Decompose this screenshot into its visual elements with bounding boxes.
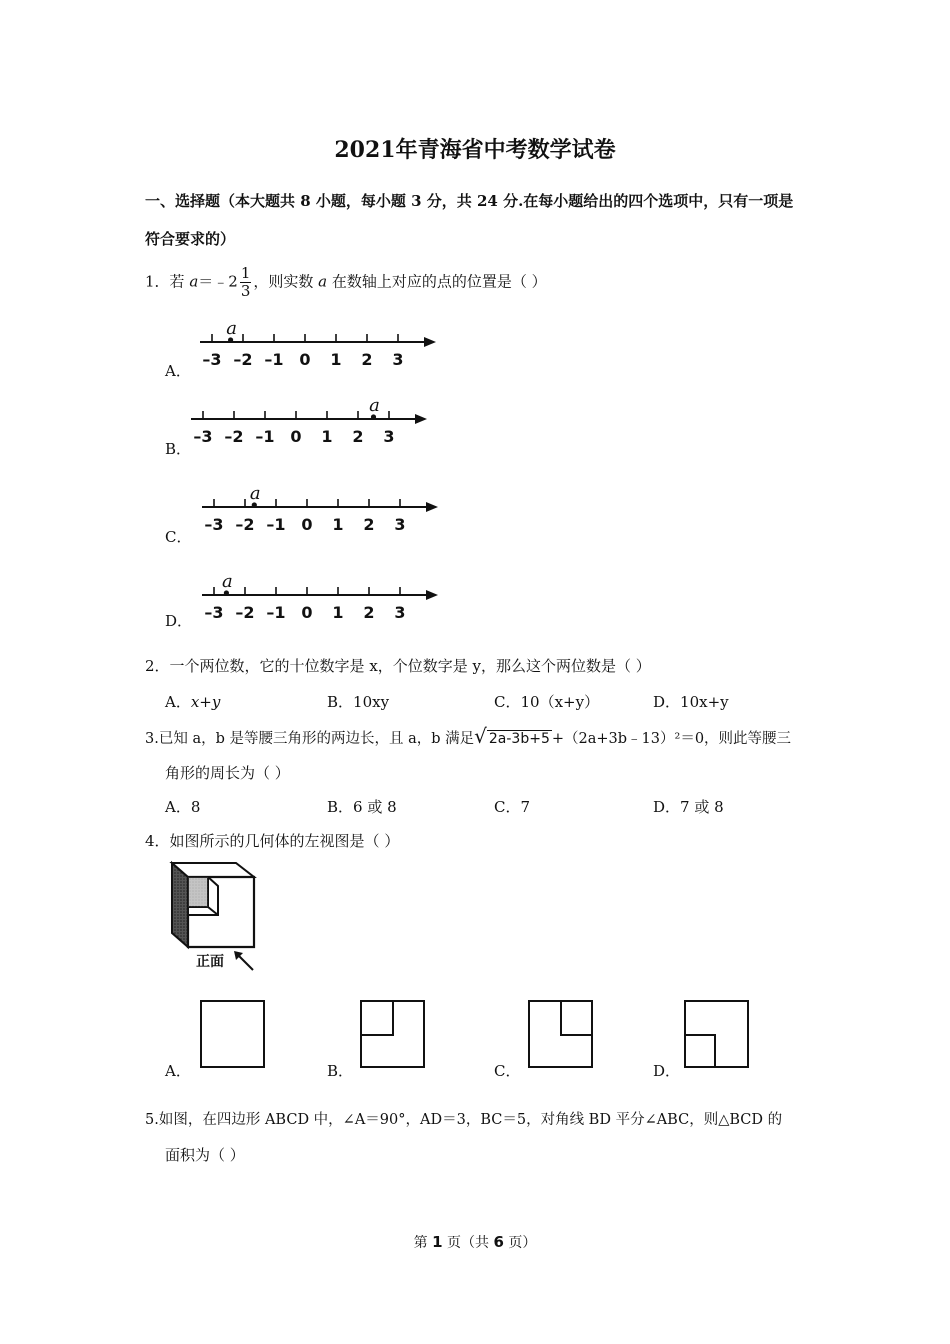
q3-option-a[interactable] xyxy=(165,796,200,817)
number-line-tick-label: 3 xyxy=(394,603,406,622)
q4-option-d-label[interactable]: D． xyxy=(653,1062,681,1080)
number-line-tick-label: –1 xyxy=(266,515,286,534)
question-3-line2: 角形的周长为（ ） xyxy=(165,764,290,782)
q2-option-b-value: 10xy xyxy=(353,693,390,711)
fraction-numerator: 1 xyxy=(240,264,251,282)
number-line-tick-label: 2 xyxy=(352,427,364,446)
q3-option-a-value: 8 xyxy=(190,798,201,816)
q4-option-b-label[interactable]: B． xyxy=(327,1062,354,1080)
question-1 xyxy=(145,265,547,300)
number-line-arrow xyxy=(426,502,438,512)
number-line-tick-label: 1 xyxy=(321,427,333,446)
view-b-inner xyxy=(361,1001,393,1035)
q4-option-c-label[interactable]: C． xyxy=(494,1062,521,1080)
q3-option-b[interactable] xyxy=(327,796,397,817)
sqrt-symbol: √ xyxy=(474,724,487,748)
number-line-point-label: a xyxy=(369,395,380,416)
number-line-tick-label: –3 xyxy=(204,515,224,534)
figure-notch-shade xyxy=(188,877,208,907)
q2-option-a-value: x+y xyxy=(190,693,221,711)
number-line-arrow xyxy=(424,337,436,347)
number-line-tick-label: 0 xyxy=(299,350,311,369)
q1-option-b-number-line xyxy=(185,396,435,456)
q3-option-a-label: A． xyxy=(165,798,191,816)
number-line-tick-label: 2 xyxy=(363,515,375,534)
question-2-text: 一个两位数，它的十位数字是 x，个位数字是 y，那么这个两位数是（ ） xyxy=(169,657,651,675)
number-line-tick-label: 1 xyxy=(332,515,344,534)
question-1-fraction xyxy=(240,265,252,300)
view-c-inner xyxy=(561,1001,592,1035)
number-line-tick-label: –1 xyxy=(264,350,284,369)
number-line-tick-label: 2 xyxy=(361,350,373,369)
question-1-text-pre: 若 xyxy=(169,272,190,291)
q4-option-a-label[interactable]: A． xyxy=(165,1062,191,1080)
footer-post: 页） xyxy=(503,1235,537,1251)
question-5-number: 5. xyxy=(145,1112,159,1128)
number-line-tick-label: –2 xyxy=(235,515,255,534)
q1-option-d-number-line xyxy=(190,568,440,628)
q3-option-b-label: B． xyxy=(327,798,354,816)
q3-option-d-label: D． xyxy=(653,798,681,816)
question-3-text-pre: 已知 a，b 是等腰三角形的两边长，且 a，b 满足 xyxy=(158,731,475,747)
section-heading-line1: 一、选择题（本大题共 8 小题，每小题 3 分，共 24 分.在每小题给出的四个选项中，只有一项是 xyxy=(145,192,794,210)
number-line-tick-label: 3 xyxy=(392,350,404,369)
q2-option-d-label: D． xyxy=(653,693,681,711)
number-line-point-label: a xyxy=(226,318,237,339)
q3-option-c-label: C． xyxy=(494,798,521,816)
number-line-point-label: a xyxy=(249,483,261,504)
number-line-arrow xyxy=(426,590,438,600)
question-3-text-post: +（2a+3b﹣13）²＝0，则此等腰三 xyxy=(551,731,792,747)
question-4 xyxy=(145,830,399,851)
number-line-tick-label: 3 xyxy=(394,515,406,534)
question-1-var-2: a xyxy=(318,272,328,291)
question-1-text-post2: 在数轴上对应的点的位置是（ ） xyxy=(327,272,547,291)
question-3-sqrt: 2a-3b+5 xyxy=(488,731,550,747)
q4-option-b-view[interactable] xyxy=(360,1000,426,1070)
q2-option-a-label: A． xyxy=(165,693,191,711)
number-line-tick-label: –2 xyxy=(235,603,255,622)
question-5 xyxy=(145,1108,782,1129)
q4-option-d-view[interactable] xyxy=(684,1000,750,1070)
q3-option-b-value: 6 或 8 xyxy=(353,798,397,816)
number-line-tick-label: –2 xyxy=(224,427,244,446)
view-d-inner xyxy=(685,1035,715,1067)
q3-option-c[interactable] xyxy=(494,796,530,817)
number-line-tick-label: 3 xyxy=(383,427,395,446)
q2-option-b-label: B． xyxy=(327,693,354,711)
q1-option-a-label[interactable]: A． xyxy=(165,362,191,380)
question-5-line2: 面积为（ ） xyxy=(165,1146,245,1164)
q1-option-c-number-line xyxy=(190,482,440,542)
q1-option-d-label[interactable]: D． xyxy=(165,612,193,630)
q4-option-a-view[interactable] xyxy=(200,1000,266,1070)
question-1-var: a xyxy=(189,272,199,291)
q2-option-c[interactable] xyxy=(494,691,599,712)
q1-option-b-label[interactable]: B． xyxy=(165,440,192,458)
q2-option-c-label: C． xyxy=(494,693,521,711)
number-line-tick-label: –2 xyxy=(233,350,253,369)
question-5-line1: 如图，在四边形 ABCD 中，∠A＝90°，AD＝3，BC＝5，对角线 BD 平分∠ABC，则△BCD 的 xyxy=(158,1112,783,1128)
number-line-tick-label: 0 xyxy=(301,603,313,622)
page-footer xyxy=(0,1232,950,1252)
q2-option-a[interactable] xyxy=(165,691,220,712)
view-a-outer xyxy=(201,1001,264,1067)
q3-option-d[interactable] xyxy=(653,796,724,817)
question-2-number: 2． xyxy=(145,657,170,675)
footer-pre: 第 xyxy=(413,1235,433,1251)
number-line-tick-label: –3 xyxy=(202,350,222,369)
number-line-tick-label: –1 xyxy=(266,603,286,622)
number-line-tick-label: 1 xyxy=(332,603,344,622)
q3-option-d-value: 7 或 8 xyxy=(680,798,724,816)
number-line-tick-label: 0 xyxy=(290,427,302,446)
question-1-text-post: ，则实数 xyxy=(253,272,319,291)
footer-mid: 页（共 xyxy=(442,1235,494,1251)
question-4-text: 如图所示的几何体的左视图是（ ） xyxy=(169,832,400,850)
question-3-number: 3. xyxy=(145,731,159,747)
figure-label-front: 正面 xyxy=(196,954,224,970)
number-line-tick-label: 1 xyxy=(330,350,342,369)
figure-top-face xyxy=(172,863,254,877)
number-line-tick-label: 0 xyxy=(301,515,313,534)
question-1-number: 1． xyxy=(145,272,170,291)
question-1-eq: ＝﹣2 xyxy=(198,272,238,291)
question-3 xyxy=(145,724,791,748)
q1-option-a-number-line xyxy=(190,315,440,375)
number-line-tick-label: –3 xyxy=(204,603,224,622)
q4-option-c-view[interactable] xyxy=(528,1000,594,1070)
q2-option-c-value: 10（x+y） xyxy=(520,693,600,711)
number-line-tick-label: –3 xyxy=(193,427,213,446)
section-heading-line2: 符合要求的） xyxy=(145,230,236,248)
question-2 xyxy=(145,655,651,676)
question-4-number: 4． xyxy=(145,832,170,850)
q4-solid-figure xyxy=(168,860,268,975)
number-line-tick-label: –1 xyxy=(255,427,275,446)
q3-option-c-value: 7 xyxy=(520,798,531,816)
number-line-tick-label: 2 xyxy=(363,603,375,622)
footer-page-number: 1 xyxy=(432,1233,443,1251)
q2-option-d[interactable] xyxy=(653,691,729,712)
page-title: 2021年青海省中考数学试卷 xyxy=(334,137,616,163)
q1-option-c-label[interactable]: C． xyxy=(165,528,192,546)
q2-option-d-value: 10x+y xyxy=(680,693,729,711)
number-line-arrow xyxy=(415,414,427,424)
number-line-point-label: a xyxy=(222,571,233,592)
q2-option-b[interactable] xyxy=(327,691,389,712)
footer-total-pages: 6 xyxy=(493,1233,504,1251)
fraction-denominator: 3 xyxy=(240,282,251,300)
